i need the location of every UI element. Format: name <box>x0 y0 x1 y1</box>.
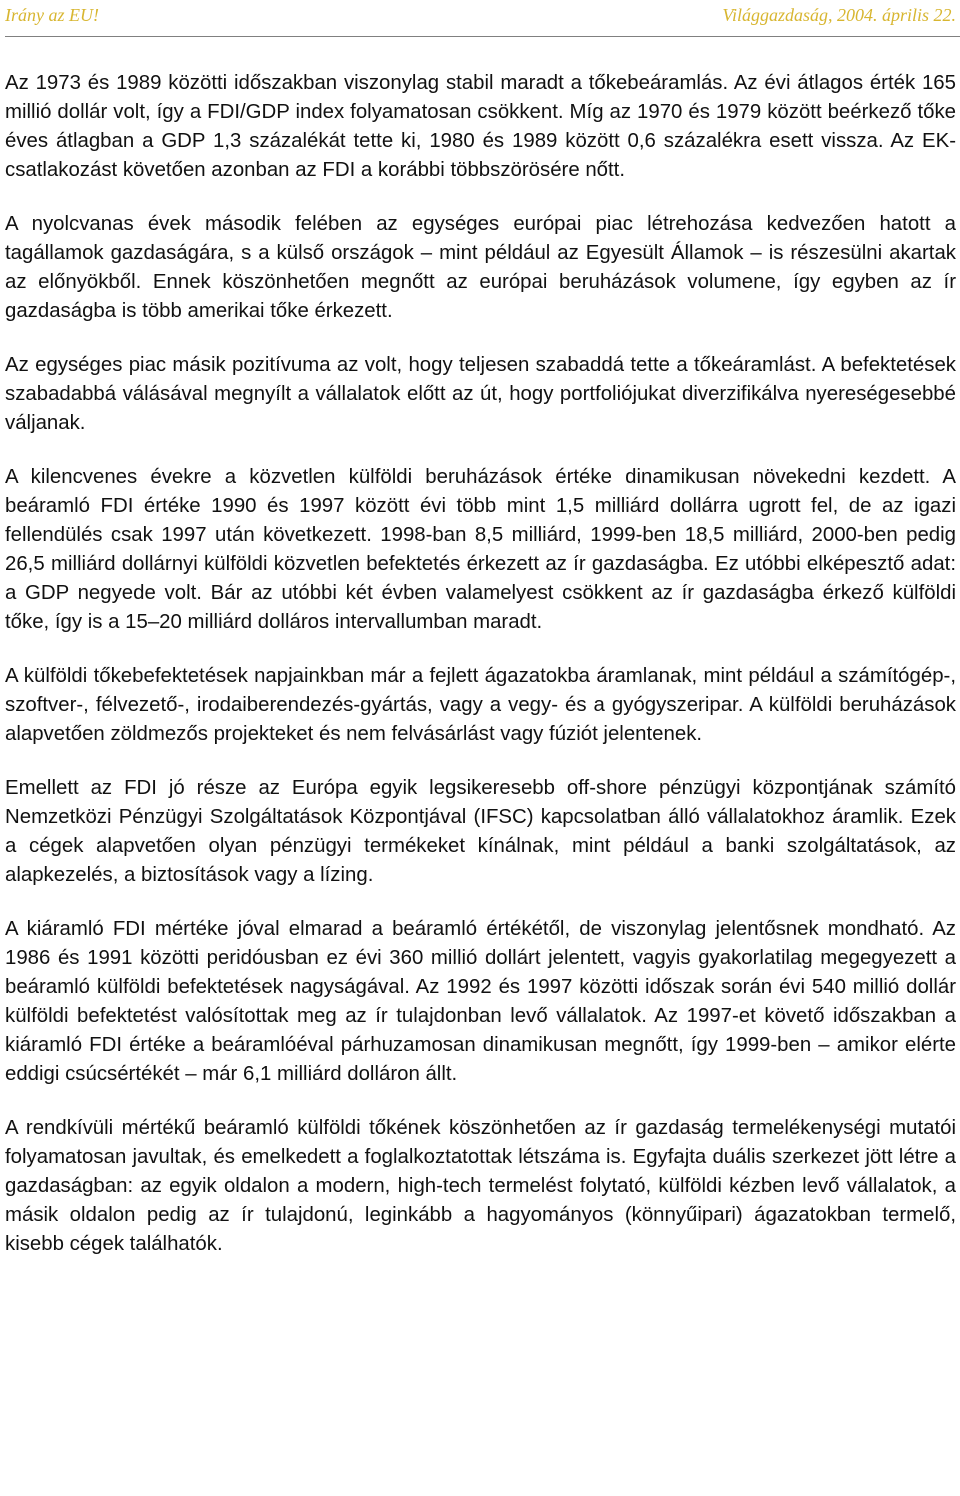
paragraph: Az 1973 és 1989 közötti időszakban viszonylag stabil maradt a tőkebeáramlás. Az évi átlagos érték 165 millió dollár volt, így a FDI/GDP index folyamatosan csökkent. Míg az 1970 és 1979 között beérkező tőke éves átlagban a GDP 1,3 százalékát tette ki, 1980 és 1989 között 0,6 százalékra esett vissza. Az EK-csatlakozást követően azonban az FDI a korábbi többszörösére nőtt. <box>5 72 956 181</box>
paragraph: A kilencvenes évekre a közvetlen külföldi beruházások értéke dinamikusan növekedni kezdett. A beáramló FDI értéke 1990 és 1997 között évi több mint 1,5 milliárd dollárra ugrott fel, de az igazi fellendülés csak 1997 után következett. 1998-ban 8,5 milliárd, 1999-ben 18,5 milliárd, 2000-ben pedig 26,5 milliárd dollárnyi külföldi közvetlen befektetés érkezett az ír gazdaságba. Ez utóbbi elképesztő adat: a GDP negyede volt. Bár az utóbbi két évben valamelyest csökkent az ír gazdaságba érkező külföldi tőke, így is a 15–20 milliárd dolláros intervallumban maradt. <box>5 466 956 633</box>
paragraph: Emellett az FDI jó része az Európa egyik legsikeresebb off-shore pénzügyi központjának számító Nemzetközi Pénzügyi Szolgáltatások Központjával (IFSC) kapcsolatban álló vállalatokhoz áramlik. Ezek a cégek alapvetően olyan pénzügyi termékeket kínálnak, mint például a banki szolgáltatások, az alapkezelés, a biztosítások vagy a lízing. <box>5 777 956 886</box>
paragraph: A külföldi tőkebefektetések napjainkban már a fejlett ágazatokba áramlanak, mint például a számítógép-, szoftver-, félvezető-, irodaiberendezés-gyártás, vagy a vegy- és a gyógyszeripar. A külföldi beruházások alapvetően zöldmezős projekteket és nem felvásárlást vagy fúziót jelentenek. <box>5 665 956 745</box>
article-body <box>5 69 956 1259</box>
paragraph: Az egységes piac másik pozitívuma az volt, hogy teljesen szabaddá tette a tőkeáramlást. A befektetések szabadabbá válásával megnyílt a vállalatok előtt az út, hogy portfoliójukat diverzifikálva nyereségesebbé váljanak. <box>5 354 956 434</box>
paragraph: A rendkívüli mértékű beáramló külföldi tőkének köszönhetően az ír gazdaság termelékenységi mutatói folyamatosan javultak, és emelkedett a foglalkoztatottak létszáma is. Egyfajta duális szerkezet jött létre a gazdaságban: az egyik oldalon a modern, high-tech termelést folytató, külföldi kézben levő vállalatok, a másik oldalon pedig az ír tulajdonú, leginkább a hagyományos (könnyűipari) ágazatokban termelő, kisebb cégek találhatók. <box>5 1117 956 1255</box>
header-series-title: Irány az EU! <box>5 5 99 25</box>
running-header <box>5 0 960 37</box>
paragraph: A kiáramló FDI mértéke jóval elmarad a beáramló értékétől, de viszonylag jelentősnek mondható. Az 1986 és 1991 közötti peridóusban ez évi 360 millió dollárt jelentett, vagyis gyakorlatilag megegyezett a beáramló külföldi befektetések nagyságával. Az 1992 és 1997 közötti időszak során évi 540 millió dollár külföldi befektetést valósítottak meg az ír tulajdonban levő vállalatok. Az 1997-et követő időszakban a kiáramló FDI értéke a beáramlóéval párhuzamosan dinamikusan megnőtt, így 1999-ben – amikor elérte eddigi csúcsértékét – már 6,1 milliárd dolláron állt. <box>5 918 956 1085</box>
paragraph: A nyolcvanas évek második felében az egységes európai piac létrehozása kedvezően hatott a tagállamok gazdaságára, s a külső országok – mint például az Egyesült Államok – is részesülni akartak az előnyökből. Ennek köszönhetően megnőtt az európai beruházások volumene, így egyben az ír gazdaságba is több amerikai tőke érkezett. <box>5 213 956 322</box>
header-source-date: Világgazdaság, 2004. április 22. <box>722 5 956 25</box>
